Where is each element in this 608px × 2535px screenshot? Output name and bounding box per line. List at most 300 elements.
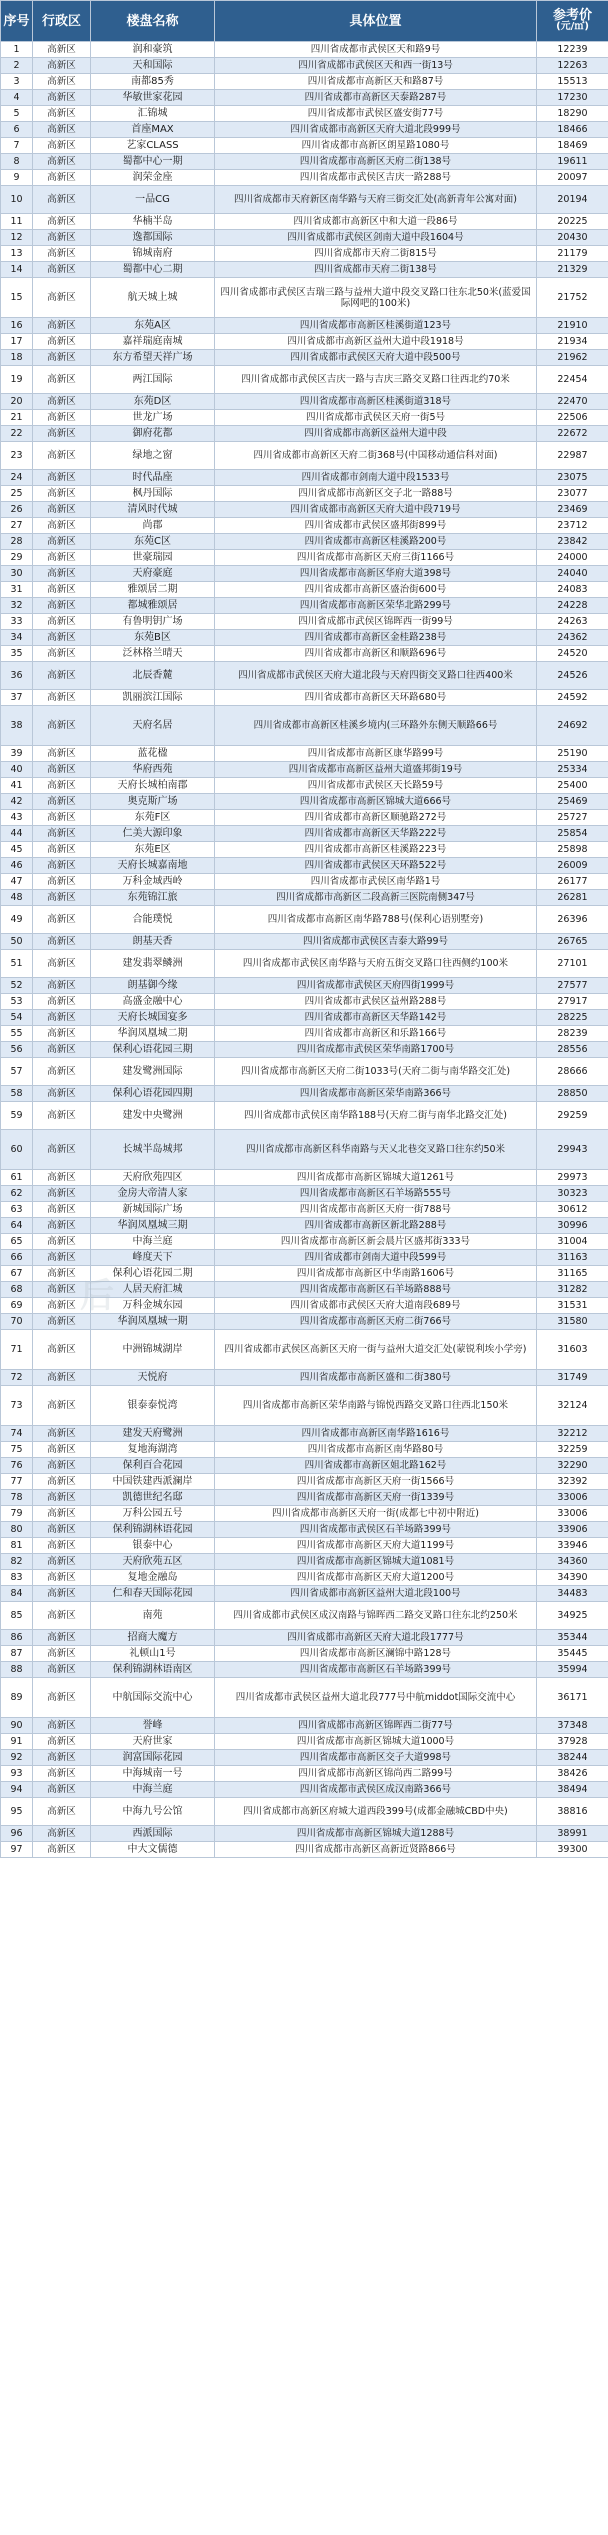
- cell-price: 37348: [537, 1718, 608, 1734]
- cell-district: 高新区: [33, 1570, 91, 1586]
- cell-name: 金房大帝清人家: [91, 1186, 215, 1202]
- cell-price: 33906: [537, 1522, 608, 1538]
- cell-name: 长城半岛城邦: [91, 1130, 215, 1170]
- table-row: [1, 230, 608, 246]
- cell-district: 高新区: [33, 582, 91, 598]
- cell-no: 89: [1, 1678, 33, 1718]
- cell-name: 凯丽滨江国际: [91, 690, 215, 706]
- table-row: [1, 1602, 608, 1630]
- cell-price: 20194: [537, 186, 608, 214]
- cell-location: 四川省成都市高新区天府二街766号: [215, 1314, 537, 1330]
- table-row: [1, 1474, 608, 1490]
- cell-name: 合能璞悦: [91, 906, 215, 934]
- cell-name: 艺家CLASS: [91, 138, 215, 154]
- cell-no: 8: [1, 154, 33, 170]
- cell-location: 四川省成都市高新区朗星路1080号: [215, 138, 537, 154]
- cell-price: 28666: [537, 1058, 608, 1086]
- cell-location: 四川省成都市武侯区南华路1号: [215, 874, 537, 890]
- cell-no: 96: [1, 1826, 33, 1842]
- table-row: [1, 858, 608, 874]
- cell-no: 45: [1, 842, 33, 858]
- cell-district: 高新区: [33, 1386, 91, 1426]
- cell-district: 高新区: [33, 518, 91, 534]
- table-row: [1, 826, 608, 842]
- cell-location: 四川省成都市武侯区石羊场路399号: [215, 1522, 537, 1538]
- cell-price: 31749: [537, 1370, 608, 1386]
- cell-name: 天府世家: [91, 1734, 215, 1750]
- table-row: [1, 1186, 608, 1202]
- cell-name: 天府名居: [91, 706, 215, 746]
- cell-location: 四川省成都市高新区益州大道中段1918号: [215, 334, 537, 350]
- cell-location: 四川省成都市武侯区锦晖西一街99号: [215, 614, 537, 630]
- cell-name: 东苑F区: [91, 810, 215, 826]
- cell-location: 四川省成都市高新区南华路788号(保利心语别墅旁): [215, 906, 537, 934]
- cell-name: 新城国际广场: [91, 1202, 215, 1218]
- table-row: [1, 1202, 608, 1218]
- header-district: 行政区: [33, 1, 91, 42]
- cell-name: 誉峰: [91, 1718, 215, 1734]
- cell-no: 85: [1, 1602, 33, 1630]
- cell-district: 高新区: [33, 890, 91, 906]
- cell-no: 82: [1, 1554, 33, 1570]
- table-row: [1, 614, 608, 630]
- cell-no: 25: [1, 486, 33, 502]
- cell-location: 四川省成都市高新区荣华南路与锦悦西路交叉路口往西北150米: [215, 1386, 537, 1426]
- cell-price: 18290: [537, 106, 608, 122]
- cell-no: 56: [1, 1042, 33, 1058]
- table-row: [1, 566, 608, 582]
- cell-price: 38244: [537, 1750, 608, 1766]
- cell-district: 高新区: [33, 1586, 91, 1602]
- cell-location: 四川省成都市高新区石羊场路888号: [215, 1282, 537, 1298]
- table-row: [1, 1826, 608, 1842]
- cell-location: 四川省成都市高新区天府二街1033号(天府二街与南华路交汇处): [215, 1058, 537, 1086]
- table-row: [1, 214, 608, 230]
- table-row: [1, 122, 608, 138]
- cell-no: 61: [1, 1170, 33, 1186]
- cell-no: 94: [1, 1782, 33, 1798]
- cell-name: 建发鹭洲国际: [91, 1058, 215, 1086]
- cell-price: 35445: [537, 1646, 608, 1662]
- cell-name: 华润凤凰城一期: [91, 1314, 215, 1330]
- cell-name: 朗基天香: [91, 934, 215, 950]
- cell-location: 四川省成都市武侯区天环路522号: [215, 858, 537, 874]
- cell-no: 65: [1, 1234, 33, 1250]
- cell-location: 四川省成都市武侯区天府大道北段与天府四街交叉路口往西400米: [215, 662, 537, 690]
- cell-location: 四川省成都市武侯区天府大道中段500号: [215, 350, 537, 366]
- cell-location: 四川省成都市武侯区吉庆一路与吉庆三路交叉路口往西北约70米: [215, 366, 537, 394]
- cell-price: 36171: [537, 1678, 608, 1718]
- cell-price: 24263: [537, 614, 608, 630]
- cell-name: 天府欣苑四区: [91, 1170, 215, 1186]
- cell-district: 高新区: [33, 170, 91, 186]
- table-row: [1, 534, 608, 550]
- cell-district: 高新区: [33, 746, 91, 762]
- table-row: [1, 278, 608, 318]
- cell-no: 3: [1, 74, 33, 90]
- table-row: [1, 1026, 608, 1042]
- cell-location: 四川省成都市高新区天府二街368号(中国移动通信科对面): [215, 442, 537, 470]
- cell-no: 71: [1, 1330, 33, 1370]
- cell-district: 高新区: [33, 1766, 91, 1782]
- cell-district: 高新区: [33, 1554, 91, 1570]
- cell-name: 奥克斯广场: [91, 794, 215, 810]
- cell-price: 38991: [537, 1826, 608, 1842]
- cell-location: 四川省成都市高新区锦城大道1081号: [215, 1554, 537, 1570]
- cell-location: 四川省成都市武侯区天和路9号: [215, 42, 537, 58]
- cell-no: 10: [1, 186, 33, 214]
- cell-price: 27101: [537, 950, 608, 978]
- table-row: [1, 1766, 608, 1782]
- cell-district: 高新区: [33, 1042, 91, 1058]
- cell-price: 26765: [537, 934, 608, 950]
- cell-no: 11: [1, 214, 33, 230]
- cell-name: 华润凤凰城二期: [91, 1026, 215, 1042]
- cell-name: 保利锦湖林语南区: [91, 1662, 215, 1678]
- cell-district: 高新区: [33, 1186, 91, 1202]
- cell-district: 高新区: [33, 350, 91, 366]
- cell-district: 高新区: [33, 1662, 91, 1678]
- cell-no: 75: [1, 1442, 33, 1458]
- cell-price: 33946: [537, 1538, 608, 1554]
- cell-district: 高新区: [33, 762, 91, 778]
- table-row: [1, 690, 608, 706]
- cell-name: 华楠半岛: [91, 214, 215, 230]
- cell-name: 南苑: [91, 1602, 215, 1630]
- cell-name: 航天城上城: [91, 278, 215, 318]
- cell-location: 四川省成都市武侯区成汉南路与锦晖西二路交叉路口往东北约250米: [215, 1602, 537, 1630]
- cell-district: 高新区: [33, 1646, 91, 1662]
- cell-name: 凯德世纪名邸: [91, 1490, 215, 1506]
- cell-district: 高新区: [33, 690, 91, 706]
- cell-location: 四川省成都市剑南大道中段1533号: [215, 470, 537, 486]
- cell-name: 雅颂居二期: [91, 582, 215, 598]
- cell-district: 高新区: [33, 1298, 91, 1314]
- cell-name: 高盛金融中心: [91, 994, 215, 1010]
- cell-price: 24040: [537, 566, 608, 582]
- cell-district: 高新区: [33, 630, 91, 646]
- cell-no: 2: [1, 58, 33, 74]
- cell-price: 27917: [537, 994, 608, 1010]
- cell-location: 四川省成都市武侯区南华路188号(天府二街与南华北路交汇处): [215, 1102, 537, 1130]
- cell-district: 高新区: [33, 1058, 91, 1086]
- cell-no: 74: [1, 1426, 33, 1442]
- cell-no: 44: [1, 826, 33, 842]
- cell-district: 高新区: [33, 934, 91, 950]
- cell-no: 36: [1, 662, 33, 690]
- cell-location: 四川省成都市高新区益州大道中段: [215, 426, 537, 442]
- cell-price: 24228: [537, 598, 608, 614]
- cell-name: 复地海湖湾: [91, 1442, 215, 1458]
- cell-name: 仁和春天国际花园: [91, 1586, 215, 1602]
- cell-district: 高新区: [33, 950, 91, 978]
- cell-district: 高新区: [33, 1086, 91, 1102]
- cell-name: 中海兰庭: [91, 1782, 215, 1798]
- cell-district: 高新区: [33, 1522, 91, 1538]
- cell-district: 高新区: [33, 1314, 91, 1330]
- cell-price: 31165: [537, 1266, 608, 1282]
- cell-district: 高新区: [33, 994, 91, 1010]
- cell-no: 52: [1, 978, 33, 994]
- cell-district: 高新区: [33, 550, 91, 566]
- cell-name: 南都85秀: [91, 74, 215, 90]
- cell-no: 79: [1, 1506, 33, 1522]
- cell-price: 31531: [537, 1298, 608, 1314]
- cell-district: 高新区: [33, 214, 91, 230]
- cell-district: 高新区: [33, 410, 91, 426]
- cell-price: 23077: [537, 486, 608, 502]
- cell-location: 四川省成都市武侯区成汉南路366号: [215, 1782, 537, 1798]
- cell-no: 28: [1, 534, 33, 550]
- table-row: [1, 1058, 608, 1086]
- table-row: [1, 1750, 608, 1766]
- cell-name: 朗基御今缘: [91, 978, 215, 994]
- cell-location: 四川省成都市高新区桂溪路223号: [215, 842, 537, 858]
- cell-location: 四川省成都市高新区天府大道1199号: [215, 1538, 537, 1554]
- cell-price: 31163: [537, 1250, 608, 1266]
- cell-district: 高新区: [33, 646, 91, 662]
- cell-location: 四川省成都市天府新区南华路与天府三街交汇处(高新青年公寓对面): [215, 186, 537, 214]
- cell-name: 保利百合花园: [91, 1458, 215, 1474]
- cell-no: 53: [1, 994, 33, 1010]
- cell-no: 93: [1, 1766, 33, 1782]
- cell-location: 四川省成都市高新区天泰路287号: [215, 90, 537, 106]
- cell-price: 22470: [537, 394, 608, 410]
- cell-name: 保利心语花园二期: [91, 1266, 215, 1282]
- cell-location: 四川省成都市武侯区天和西一街13号: [215, 58, 537, 74]
- table-row: [1, 978, 608, 994]
- cell-price: 31603: [537, 1330, 608, 1370]
- cell-location: 四川省成都市高新区盛治街600号: [215, 582, 537, 598]
- cell-no: 17: [1, 334, 33, 350]
- cell-district: 高新区: [33, 842, 91, 858]
- table-row: [1, 1538, 608, 1554]
- cell-price: 34925: [537, 1602, 608, 1630]
- cell-no: 73: [1, 1386, 33, 1426]
- table-row: [1, 1646, 608, 1662]
- cell-price: 29259: [537, 1102, 608, 1130]
- table-row: [1, 1298, 608, 1314]
- header-name: 楼盘名称: [91, 1, 215, 42]
- cell-price: 26009: [537, 858, 608, 874]
- cell-no: 20: [1, 394, 33, 410]
- cell-no: 91: [1, 1734, 33, 1750]
- table-row: [1, 706, 608, 746]
- table-row: [1, 138, 608, 154]
- cell-name: 建发翡翠鳞洲: [91, 950, 215, 978]
- cell-no: 76: [1, 1458, 33, 1474]
- cell-location: 四川省成都市高新区姐北路162号: [215, 1458, 537, 1474]
- cell-no: 67: [1, 1266, 33, 1282]
- cell-name: 东苑B区: [91, 630, 215, 646]
- cell-price: 25854: [537, 826, 608, 842]
- table-row: [1, 442, 608, 470]
- cell-name: 润荣金座: [91, 170, 215, 186]
- cell-district: 高新区: [33, 874, 91, 890]
- table-row: [1, 1678, 608, 1718]
- cell-price: 24520: [537, 646, 608, 662]
- cell-price: 17230: [537, 90, 608, 106]
- table-row: [1, 1506, 608, 1522]
- cell-no: 80: [1, 1522, 33, 1538]
- cell-location: 四川省成都市高新区交子大道998号: [215, 1750, 537, 1766]
- table-row: [1, 1086, 608, 1102]
- cell-name: 首座MAX: [91, 122, 215, 138]
- table-row: [1, 1102, 608, 1130]
- cell-district: 高新区: [33, 1750, 91, 1766]
- cell-no: 81: [1, 1538, 33, 1554]
- cell-name: 西派国际: [91, 1826, 215, 1842]
- cell-location: 四川省成都市高新区锦城大道1288号: [215, 1826, 537, 1842]
- cell-no: 32: [1, 598, 33, 614]
- cell-price: 33006: [537, 1506, 608, 1522]
- cell-price: 28239: [537, 1026, 608, 1042]
- cell-name: 天府长城嘉南地: [91, 858, 215, 874]
- table-row: [1, 1234, 608, 1250]
- cell-name: 华府西苑: [91, 762, 215, 778]
- cell-name: 天府欣苑五区: [91, 1554, 215, 1570]
- cell-location: 四川省成都市高新区天府一街788号: [215, 1202, 537, 1218]
- cell-price: 25727: [537, 810, 608, 826]
- cell-no: 92: [1, 1750, 33, 1766]
- table-row: [1, 1330, 608, 1370]
- cell-price: 23469: [537, 502, 608, 518]
- cell-price: 22454: [537, 366, 608, 394]
- cell-price: 31004: [537, 1234, 608, 1250]
- header-price-unit: (元/㎡): [556, 21, 589, 32]
- cell-district: 高新区: [33, 42, 91, 58]
- cell-location: 四川省成都市高新区天府大道中段719号: [215, 502, 537, 518]
- cell-no: 4: [1, 90, 33, 106]
- cell-district: 高新区: [33, 106, 91, 122]
- cell-no: 42: [1, 794, 33, 810]
- cell-district: 高新区: [33, 706, 91, 746]
- cell-district: 高新区: [33, 1010, 91, 1026]
- cell-no: 72: [1, 1370, 33, 1386]
- cell-price: 25334: [537, 762, 608, 778]
- cell-no: 63: [1, 1202, 33, 1218]
- cell-price: 18469: [537, 138, 608, 154]
- cell-price: 29943: [537, 1130, 608, 1170]
- cell-district: 高新区: [33, 1734, 91, 1750]
- cell-district: 高新区: [33, 1330, 91, 1370]
- table-row: [1, 90, 608, 106]
- cell-location: 四川省成都市武侯区天府大道南段689号: [215, 1298, 537, 1314]
- cell-price: 15513: [537, 74, 608, 90]
- cell-no: 22: [1, 426, 33, 442]
- cell-price: 23842: [537, 534, 608, 550]
- cell-price: 25898: [537, 842, 608, 858]
- cell-location: 四川省成都市武侯区吉泰大路99号: [215, 934, 537, 950]
- cell-name: 锦城南府: [91, 246, 215, 262]
- cell-location: 四川省成都市高新区天和路87号: [215, 74, 537, 90]
- cell-location: 四川省成都市高新区高新近贤路866号: [215, 1842, 537, 1858]
- table-row: [1, 598, 608, 614]
- cell-name: 北辰香麓: [91, 662, 215, 690]
- table-row: [1, 74, 608, 90]
- table-row: [1, 1042, 608, 1058]
- table-row: [1, 42, 608, 58]
- table-row: [1, 334, 608, 350]
- cell-name: 世豪瑞园: [91, 550, 215, 566]
- cell-price: 21752: [537, 278, 608, 318]
- cell-district: 高新区: [33, 1474, 91, 1490]
- cell-district: 高新区: [33, 426, 91, 442]
- cell-no: 14: [1, 262, 33, 278]
- table-row: [1, 154, 608, 170]
- cell-location: 四川省成都市高新区锦城大道666号: [215, 794, 537, 810]
- cell-district: 高新区: [33, 1458, 91, 1474]
- cell-district: 高新区: [33, 1842, 91, 1858]
- table-row: [1, 1554, 608, 1570]
- table-row: [1, 810, 608, 826]
- header-no: 序号: [1, 1, 33, 42]
- cell-no: 78: [1, 1490, 33, 1506]
- cell-location: 四川省成都市高新区中和大道一段86号: [215, 214, 537, 230]
- cell-name: 蓝花楹: [91, 746, 215, 762]
- cell-location: 四川省成都市高新区石羊场路555号: [215, 1186, 537, 1202]
- table-row: [1, 1386, 608, 1426]
- cell-location: 四川省成都市天府二街815号: [215, 246, 537, 262]
- table-row: [1, 778, 608, 794]
- table-row: [1, 1842, 608, 1858]
- cell-price: 35994: [537, 1662, 608, 1678]
- cell-district: 高新区: [33, 1426, 91, 1442]
- cell-price: 33006: [537, 1490, 608, 1506]
- cell-name: 汇锦城: [91, 106, 215, 122]
- cell-district: 高新区: [33, 1130, 91, 1170]
- table-row: [1, 842, 608, 858]
- cell-price: 24362: [537, 630, 608, 646]
- header-location: 具体位置: [215, 1, 537, 42]
- cell-district: 高新区: [33, 1102, 91, 1130]
- cell-price: 22987: [537, 442, 608, 470]
- cell-name: 中海城南一号: [91, 1766, 215, 1782]
- cell-location: 四川省成都市高新区锦晖西二街77号: [215, 1718, 537, 1734]
- cell-no: 46: [1, 858, 33, 874]
- table-row: [1, 762, 608, 778]
- cell-no: 60: [1, 1130, 33, 1170]
- header-price: [537, 1, 608, 42]
- table-row: [1, 1370, 608, 1386]
- table-row: [1, 470, 608, 486]
- cell-no: 16: [1, 318, 33, 334]
- cell-name: 人居天府汇城: [91, 1282, 215, 1298]
- cell-name: 嘉祥瑞庭南城: [91, 334, 215, 350]
- cell-name: 泛林格兰晴天: [91, 646, 215, 662]
- cell-price: 38494: [537, 1782, 608, 1798]
- table-row: [1, 582, 608, 598]
- cell-no: 55: [1, 1026, 33, 1042]
- cell-district: 高新区: [33, 1266, 91, 1282]
- cell-price: 21962: [537, 350, 608, 366]
- cell-price: 21329: [537, 262, 608, 278]
- cell-price: 34483: [537, 1586, 608, 1602]
- table-row: [1, 746, 608, 762]
- cell-no: 50: [1, 934, 33, 950]
- cell-price: 30323: [537, 1186, 608, 1202]
- table-row: [1, 410, 608, 426]
- cell-price: 30612: [537, 1202, 608, 1218]
- cell-no: 64: [1, 1218, 33, 1234]
- table-row: [1, 366, 608, 394]
- cell-no: 27: [1, 518, 33, 534]
- cell-no: 38: [1, 706, 33, 746]
- cell-no: 37: [1, 690, 33, 706]
- cell-no: 68: [1, 1282, 33, 1298]
- cell-name: 保利心语花园三期: [91, 1042, 215, 1058]
- cell-name: 建发中央鹭洲: [91, 1102, 215, 1130]
